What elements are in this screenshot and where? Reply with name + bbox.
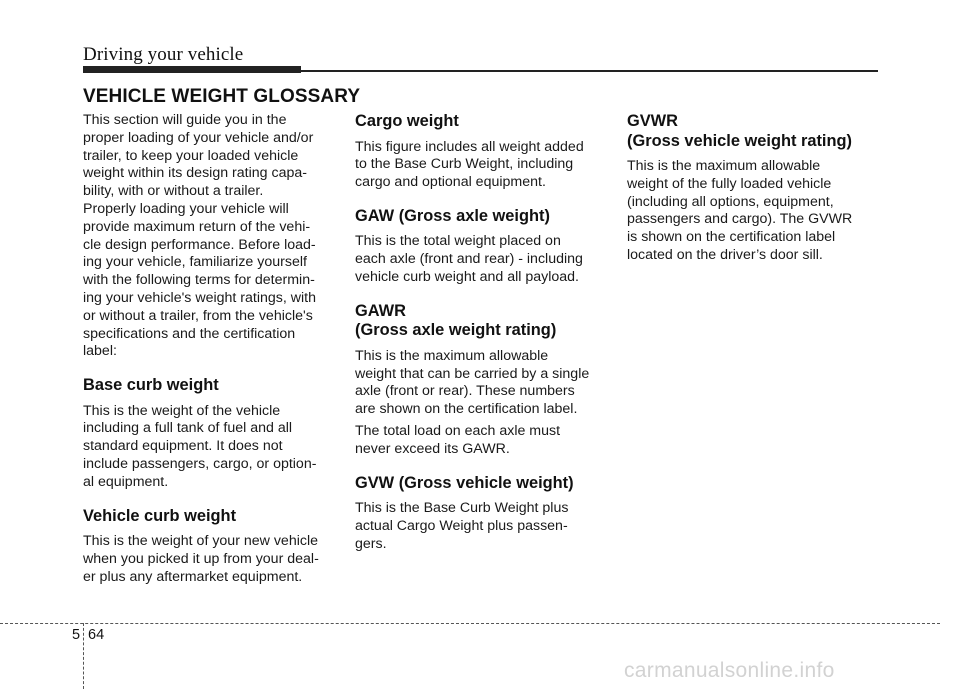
footer-dashed-rule xyxy=(0,623,940,624)
header-rule-thin xyxy=(301,70,878,72)
chapter-header-title: Driving your vehicle xyxy=(83,44,244,65)
body-paragraph: This is the Base Curb Weight plus actual Cargo Weight plus passen- gers. xyxy=(355,500,569,552)
text-column-3 xyxy=(627,112,879,269)
body-paragraph: This is the total weight placed on each axle (front and rear) - including vehicle curb weight and all payload. xyxy=(355,233,583,285)
chapter-number: 5 xyxy=(72,627,81,643)
text-column-1 xyxy=(83,112,335,591)
subsection-heading: GVW (Gross vehicle weight) xyxy=(355,473,574,492)
footer-dashed-divider xyxy=(83,623,84,689)
page-number: 64 xyxy=(88,627,105,643)
body-paragraph: This is the weight of the vehicle including a full tank of fuel and all standard equipment. It does not include passengers, cargo, or option- al equipment. xyxy=(83,402,317,490)
body-paragraph: The total load on each axle must never exceed its GAWR. xyxy=(355,422,561,457)
section-title: VEHICLE WEIGHT GLOSSARY xyxy=(83,86,361,107)
body-paragraph: This is the maximum allowable weight of the fully loaded vehicle (including all options, equipment, passengers and cargo). The GVWR is shown on the certification label located on the driver’s door sill. xyxy=(627,158,853,263)
subsection-heading: Cargo weight xyxy=(355,112,459,130)
subsection-heading: GAW (Gross axle weight) xyxy=(355,206,550,225)
subsection-heading: Vehicle curb weight xyxy=(83,506,237,525)
body-paragraph: This is the weight of your new vehicle when you picked it up from your deal- er plus any aftermarket equipment. xyxy=(83,533,319,585)
body-paragraph: This figure includes all weight added to the Base Curb Weight, including cargo and optional equipment. xyxy=(355,138,584,191)
subsection-heading: GVWR (Gross vehicle weight rating) xyxy=(627,112,852,150)
subsection-heading: GAWR (Gross axle weight rating) xyxy=(355,301,557,340)
body-paragraph: This is the maximum allowable weight that can be carried by a single axle (front or rear). These numbers are shown on the certification label. xyxy=(355,347,590,418)
text-column-2 xyxy=(355,112,607,557)
body-paragraph: This section will guide you in the proper loading of your vehicle and/or trailer, to keep your loaded vehicle weight within its design rating capa- bility, with or without a trailer. Properly loading your vehicle will provide maximum return of the vehi- cle design performance. Before load- ing your vehicle, familiarize yourself with the following terms for determin- ing your vehicle's weight ratings, with or without a trailer, from the vehicle's specifications and the certification label: xyxy=(83,112,316,360)
subsection-heading: Base curb weight xyxy=(83,376,219,395)
site-watermark: carmanualsonline.info xyxy=(624,659,835,682)
header-rule-thick xyxy=(83,66,301,73)
